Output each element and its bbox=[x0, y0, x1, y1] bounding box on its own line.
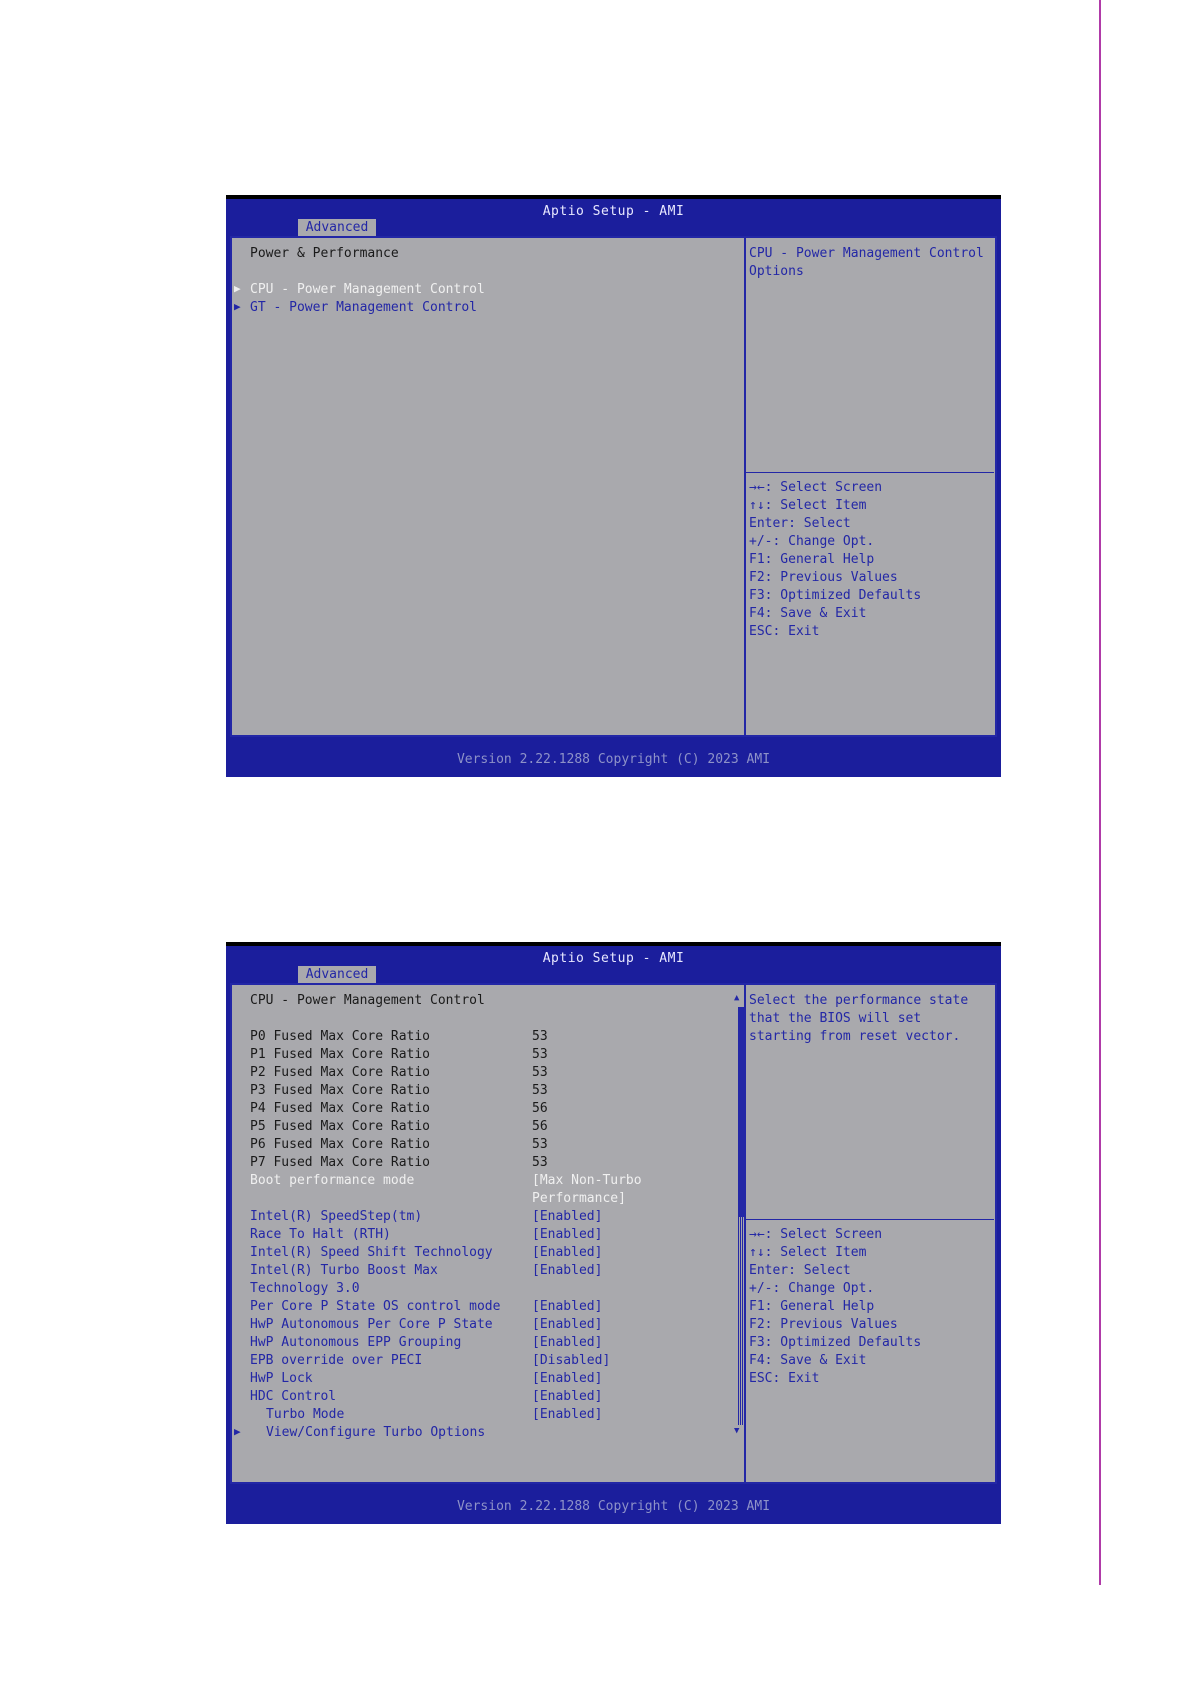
key-hint-esc: ESC: Exit bbox=[749, 624, 820, 639]
option-boot-performance-mode[interactable]: Boot performance mode bbox=[250, 1173, 415, 1188]
option-value[interactable]: [Enabled] bbox=[532, 1317, 603, 1332]
panel-divider bbox=[744, 238, 746, 735]
ratio-label: P1 Fused Max Core Ratio bbox=[250, 1047, 431, 1062]
option-value[interactable]: [Enabled] bbox=[532, 1299, 603, 1314]
option-hwp-autonomous-per-core[interactable]: HwP Autonomous Per Core P State bbox=[250, 1317, 493, 1332]
ratio-label: P7 Fused Max Core Ratio bbox=[250, 1155, 431, 1170]
bios-screen-cpu-power-management bbox=[226, 942, 1001, 1524]
scroll-up-icon[interactable]: ▲ bbox=[734, 993, 740, 1003]
ratio-label: P4 Fused Max Core Ratio bbox=[250, 1101, 431, 1116]
tab-advanced[interactable]: Advanced bbox=[298, 219, 376, 236]
ratio-value: 56 bbox=[532, 1119, 548, 1134]
option-value[interactable]: Performance] bbox=[532, 1191, 626, 1206]
option-turbo-mode[interactable]: Turbo Mode bbox=[266, 1407, 345, 1422]
option-hwp-epp-grouping[interactable]: HwP Autonomous EPP Grouping bbox=[250, 1335, 462, 1350]
top-border bbox=[226, 195, 1001, 199]
option-speedstep[interactable]: Intel(R) SpeedStep(tm) bbox=[250, 1209, 423, 1224]
section-heading: Power & Performance bbox=[250, 246, 399, 261]
ratio-label: P2 Fused Max Core Ratio bbox=[250, 1065, 431, 1080]
option-race-to-halt[interactable]: Race To Halt (RTH) bbox=[250, 1227, 391, 1242]
tab-advanced[interactable]: Advanced bbox=[298, 966, 376, 983]
key-hint-f2: F2: Previous Values bbox=[749, 1317, 898, 1332]
ratio-label: P3 Fused Max Core Ratio bbox=[250, 1083, 431, 1098]
key-hint-f1: F1: General Help bbox=[749, 1299, 875, 1314]
option-value[interactable]: [Enabled] bbox=[532, 1335, 603, 1350]
ratio-value: 53 bbox=[532, 1047, 548, 1062]
ratio-value: 53 bbox=[532, 1029, 548, 1044]
key-hint-select-item: ↑↓: Select Item bbox=[749, 498, 867, 513]
option-per-core-p-state[interactable]: Per Core P State OS control mode bbox=[250, 1299, 501, 1314]
option-epb-override[interactable]: EPB override over PECI bbox=[250, 1353, 423, 1368]
option-speed-shift[interactable]: Intel(R) Speed Shift Technology bbox=[250, 1245, 493, 1260]
top-border bbox=[226, 942, 1001, 946]
version-text: Version 2.22.1288 Copyright (C) 2023 AMI bbox=[456, 1499, 771, 1514]
bios-body bbox=[230, 236, 997, 737]
help-text-line: CPU - Power Management Control bbox=[749, 246, 984, 261]
ratio-value: 53 bbox=[532, 1155, 548, 1170]
option-value[interactable]: [Enabled] bbox=[532, 1245, 603, 1260]
option-value[interactable]: [Disabled] bbox=[532, 1353, 611, 1368]
bios-title: Aptio Setup - AMI bbox=[542, 951, 685, 966]
section-heading: CPU - Power Management Control bbox=[250, 993, 485, 1008]
help-text-line: Options bbox=[749, 264, 804, 279]
ratio-value: 56 bbox=[532, 1101, 548, 1116]
option-hwp-lock[interactable]: HwP Lock bbox=[250, 1371, 313, 1386]
option-value[interactable]: [Enabled] bbox=[532, 1209, 603, 1224]
help-separator bbox=[744, 472, 994, 473]
help-text-line: Select the performance state bbox=[749, 993, 969, 1008]
option-value[interactable]: [Max Non-Turbo bbox=[532, 1173, 642, 1188]
key-hint-f3: F3: Optimized Defaults bbox=[749, 1335, 922, 1350]
key-hint-select-screen: →←: Select Screen bbox=[749, 480, 883, 495]
option-value[interactable]: [Enabled] bbox=[532, 1263, 603, 1278]
panel-divider bbox=[744, 985, 746, 1482]
key-hint-select-screen: →←: Select Screen bbox=[749, 1227, 883, 1242]
option-turbo-boost-max[interactable]: Intel(R) Turbo Boost Max bbox=[250, 1263, 438, 1278]
menu-item-cpu-power-management[interactable]: CPU - Power Management Control bbox=[250, 282, 485, 297]
ratio-label: P0 Fused Max Core Ratio bbox=[250, 1029, 431, 1044]
submenu-arrow-icon: ▶ bbox=[234, 300, 241, 313]
option-value[interactable]: [Enabled] bbox=[532, 1389, 603, 1404]
ratio-value: 53 bbox=[532, 1137, 548, 1152]
key-hint-f2: F2: Previous Values bbox=[749, 570, 898, 585]
ratio-label: P6 Fused Max Core Ratio bbox=[250, 1137, 431, 1152]
help-separator bbox=[744, 1219, 994, 1220]
bios-title: Aptio Setup - AMI bbox=[542, 204, 685, 219]
ratio-label: P5 Fused Max Core Ratio bbox=[250, 1119, 431, 1134]
bios-footer bbox=[226, 740, 1001, 777]
scroll-down-icon[interactable]: ▼ bbox=[734, 1426, 740, 1436]
menu-item-turbo-options[interactable]: View/Configure Turbo Options bbox=[266, 1425, 486, 1440]
submenu-arrow-icon: ▶ bbox=[234, 1425, 241, 1438]
key-hint-enter: Enter: Select bbox=[749, 1263, 851, 1278]
key-hint-f3: F3: Optimized Defaults bbox=[749, 588, 922, 603]
ratio-value: 53 bbox=[532, 1083, 548, 1098]
option-value[interactable]: [Enabled] bbox=[532, 1227, 603, 1242]
option-hdc-control[interactable]: HDC Control bbox=[250, 1389, 337, 1404]
option-label-continued[interactable]: Technology 3.0 bbox=[250, 1281, 360, 1296]
option-value[interactable]: [Enabled] bbox=[532, 1371, 603, 1386]
key-hint-change-opt: +/-: Change Opt. bbox=[749, 534, 875, 549]
key-hint-change-opt: +/-: Change Opt. bbox=[749, 1281, 875, 1296]
key-hint-f4: F4: Save & Exit bbox=[749, 606, 867, 621]
bios-body bbox=[230, 983, 997, 1484]
bios-screen-power-performance bbox=[226, 195, 1001, 777]
ratio-value: 53 bbox=[532, 1065, 548, 1080]
help-text-line: that the BIOS will set bbox=[749, 1011, 922, 1026]
version-text: Version 2.22.1288 Copyright (C) 2023 AMI bbox=[456, 752, 771, 767]
key-hint-f1: F1: General Help bbox=[749, 552, 875, 567]
menu-item-gt-power-management[interactable]: GT - Power Management Control bbox=[250, 300, 477, 315]
page-margin-line bbox=[1099, 0, 1101, 1585]
key-hint-enter: Enter: Select bbox=[749, 516, 851, 531]
key-hint-select-item: ↑↓: Select Item bbox=[749, 1245, 867, 1260]
key-hint-f4: F4: Save & Exit bbox=[749, 1353, 867, 1368]
help-text-line: starting from reset vector. bbox=[749, 1029, 961, 1044]
bios-footer bbox=[226, 1487, 1001, 1524]
submenu-arrow-icon: ▶ bbox=[234, 282, 241, 295]
key-hint-esc: ESC: Exit bbox=[749, 1371, 820, 1386]
option-value[interactable]: [Enabled] bbox=[532, 1407, 603, 1422]
